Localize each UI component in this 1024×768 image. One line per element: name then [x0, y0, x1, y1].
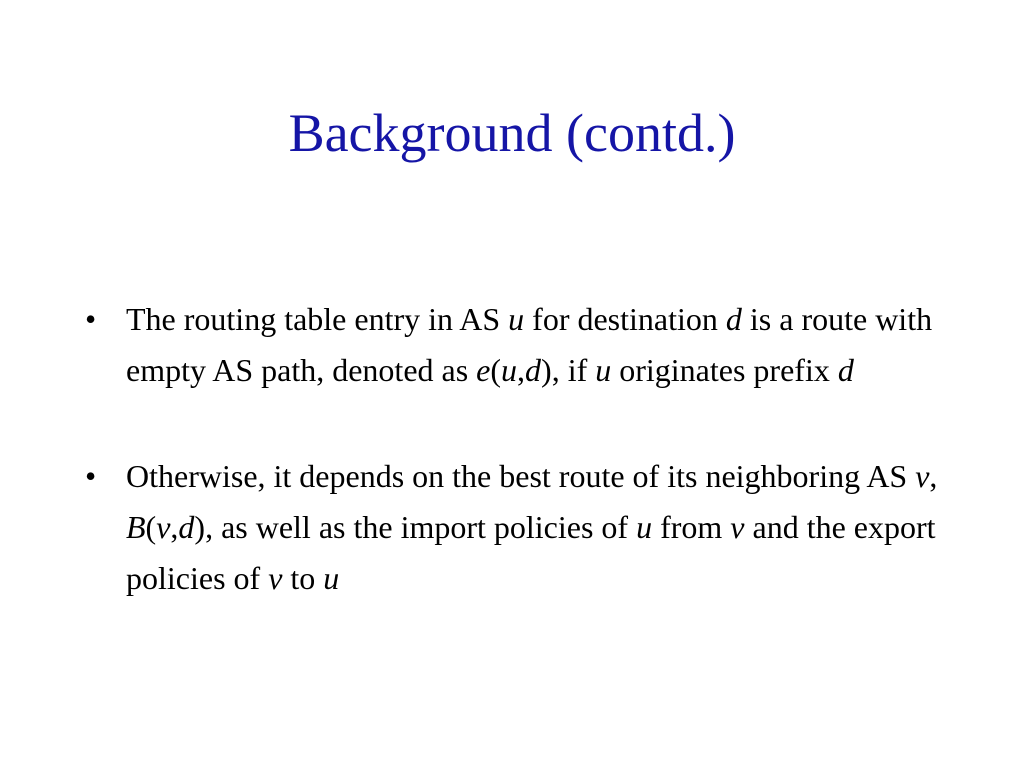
italic-variable: B [126, 509, 146, 545]
text-run: ( [490, 352, 502, 388]
italic-variable: v [915, 458, 930, 494]
bullet-item [85, 451, 945, 604]
bullet-text [126, 301, 932, 388]
italic-variable: d [725, 301, 742, 337]
italic-variable: d [837, 352, 854, 388]
text-run: from [652, 509, 731, 545]
italic-variable: v [730, 509, 745, 545]
text-run: originates prefix [611, 352, 838, 388]
text-run: Otherwise, it depends on the best route of its neighboring AS [126, 458, 916, 494]
italic-variable: e [476, 352, 491, 388]
italic-variable: d [178, 509, 195, 545]
text-run: The routing table entry in AS [126, 301, 509, 337]
italic-variable: u [323, 560, 340, 596]
text-run: , [929, 458, 938, 494]
italic-variable: u [595, 352, 612, 388]
text-run: for destination [524, 301, 726, 337]
text-run: , [170, 509, 179, 545]
text-run: , [517, 352, 526, 388]
bullet-dot-icon: • [85, 458, 97, 494]
italic-variable: u [636, 509, 653, 545]
slide-title: Background (contd.) [288, 103, 736, 163]
bullet-item [85, 294, 945, 396]
italic-variable: u [508, 301, 525, 337]
italic-variable: v [156, 509, 171, 545]
text-run: ( [145, 509, 157, 545]
text-run: ), as well as the import policies of [194, 509, 637, 545]
italic-variable: d [525, 352, 542, 388]
text-run: is a route with empty AS path, denoted as [126, 301, 933, 388]
italic-variable: u [501, 352, 518, 388]
text-run: and the export policies of [126, 509, 936, 596]
text-run: ), if [541, 352, 596, 388]
bullet-text [126, 458, 937, 596]
italic-variable: v [268, 560, 283, 596]
bullet-dot-icon: • [85, 301, 97, 337]
bullet-list [85, 294, 945, 604]
text-run: to [282, 560, 324, 596]
